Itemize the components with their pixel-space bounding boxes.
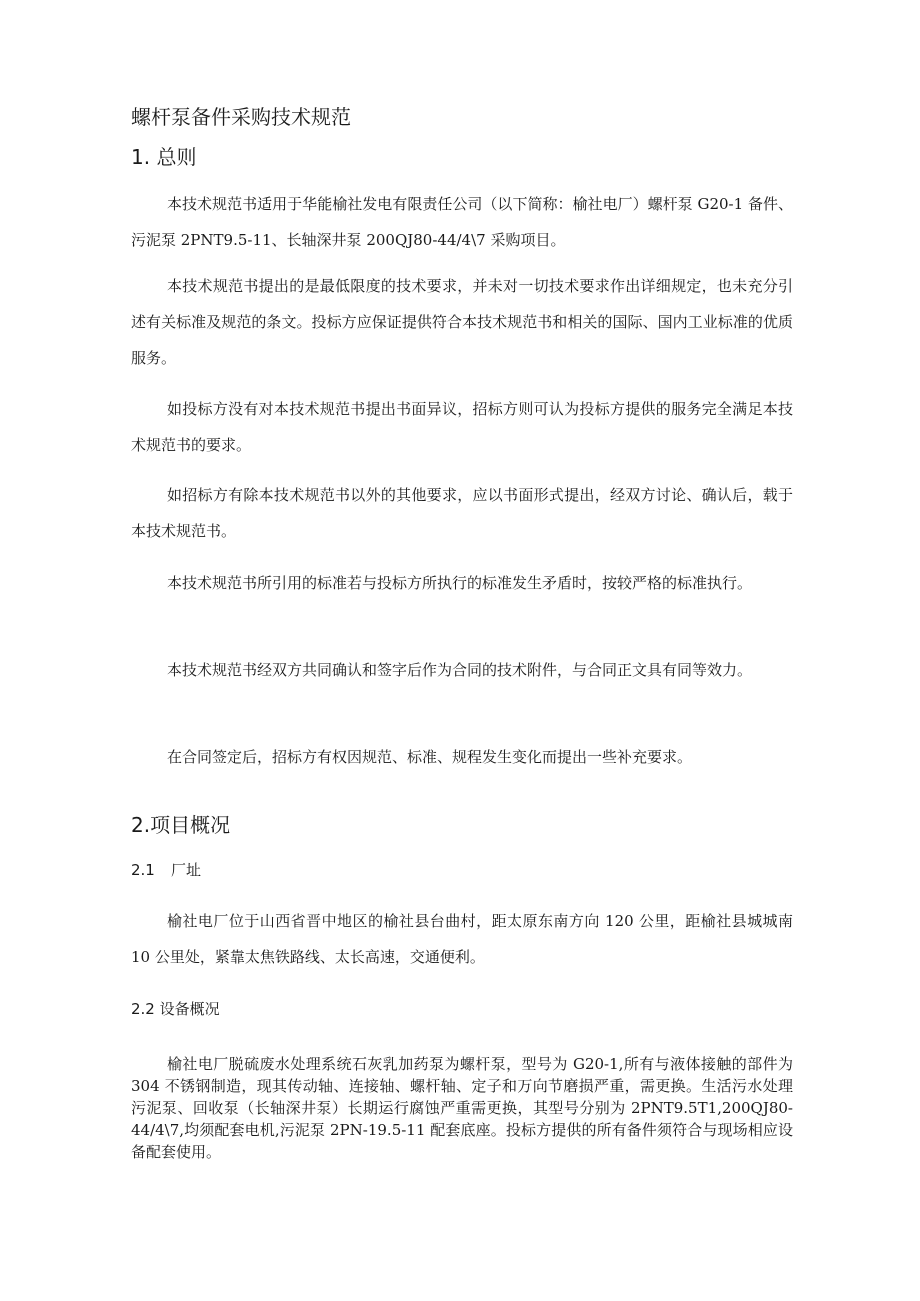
section-2-heading: 2.项目概况 — [131, 813, 231, 837]
section-1-paragraph-2: 本技术规范书提出的是最低限度的技术要求，并未对一切技术要求作出详细规定，也未充分引述有关标准及规范的条文。投标方应保证提供符合本技术规范书和相关的国际、国内工业标准的优质服务。 — [131, 277, 793, 367]
section-2-1-number: 2.1 — [131, 861, 155, 879]
section-1-paragraph-5: 本技术规范书所引用的标准若与投标方所执行的标准发生矛盾时，按较严格的标准执行。 — [167, 574, 753, 592]
section-2-1-paragraph: 榆社电厂位于山西省晋中地区的榆社县台曲村，距太原东南方向 120 公里，距榆社县城城南 10 公里处，紧靠太焦铁路线、太长高速，交通便利。 — [131, 912, 793, 966]
section-1-paragraph-6: 本技术规范书经双方共同确认和签字后作为合同的技术附件，与合同正文具有同等效力。 — [167, 661, 753, 679]
section-2-1-heading — [131, 860, 793, 880]
section-1-paragraph-3: 如投标方没有对本技术规范书提出书面异议，招标方则可认为投标方提供的服务完全满足本技术规范书的要求。 — [131, 400, 793, 454]
section-1-heading: 1. 总则 — [131, 145, 197, 169]
section-2-2-heading: 2.2 设备概况 — [131, 1000, 220, 1018]
section-1-paragraph-4: 如招标方有除本技术规范书以外的其他要求，应以书面形式提出，经双方讨论、确认后，载于本技术规范书。 — [131, 486, 793, 540]
document-title: 螺杆泵备件采购技术规范 — [131, 105, 351, 129]
section-1-paragraph-1: 本技术规范书适用于华能榆社发电有限责任公司（以下简称：榆社电厂）螺杆泵 G20-1 备件、污泥泵 2PNT9.5-11、长轴深井泵 200QJ80-44/4\7 采购项目。 — [131, 195, 793, 249]
section-2-1-title: 厂址 — [171, 861, 202, 879]
section-1-paragraph-7: 在合同签定后，招标方有权因规范、标准、规程发生变化而提出一些补充要求。 — [167, 748, 693, 766]
section-2-2-paragraph: 榆社电厂脱硫废水处理系统石灰乳加药泵为螺杆泵，型号为 G20-1,所有与液体接触的部件为 304 不锈钢制造，现其传动轴、连接轴、螺杆轴、定子和万向节磨损严重，需更换。生活污水处理污泥泵、回收泵（长轴深井泵）长期运行腐蚀严重需更换，其型号分别为 2PNT9.5T1,200QJ80-44/4\7,均须配套电机,污泥泵 2PN-19.5-11 配套底座。投标方提供的所有备件须符合与现场相应设备配套使用。 — [131, 1055, 793, 1161]
